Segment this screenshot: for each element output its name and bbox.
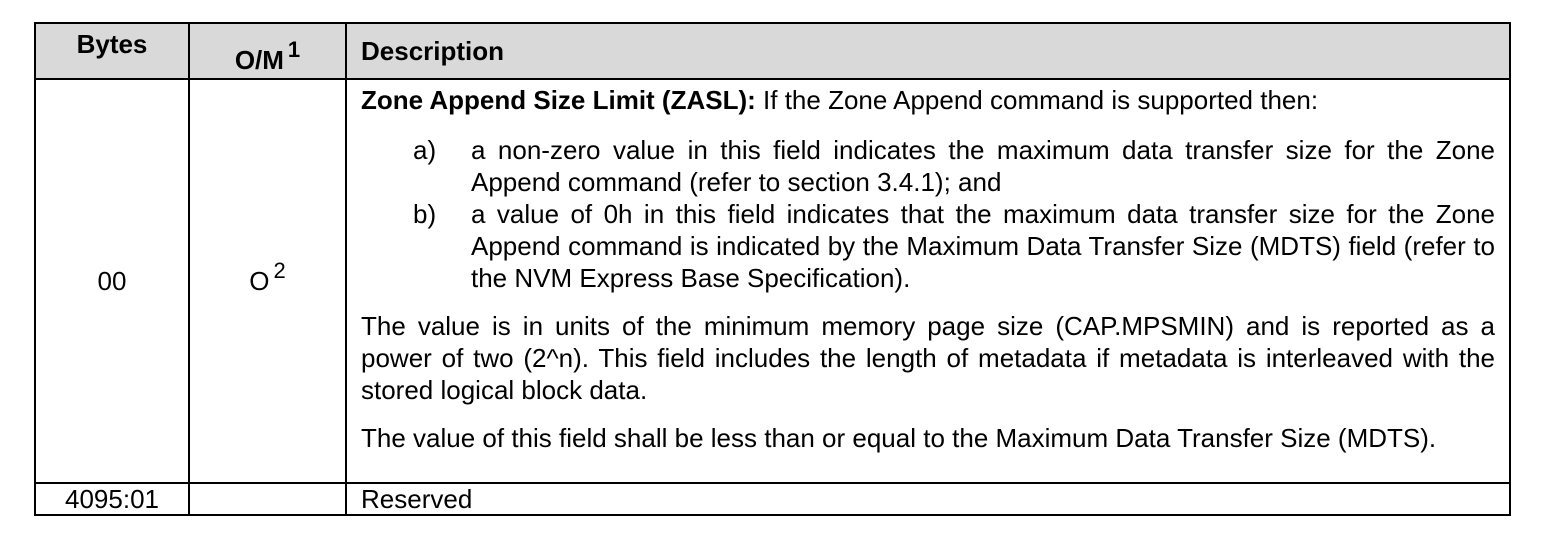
zns-identify-controller-table: [34, 22, 1511, 516]
list-item-marker: a): [413, 135, 437, 165]
header-description: Description: [346, 23, 1510, 79]
row-description-cell: Reserved: [346, 483, 1510, 515]
table-row: [35, 483, 1510, 515]
table-row: [35, 79, 1510, 483]
header-bytes: Bytes: [35, 23, 189, 79]
header-om: [189, 23, 346, 79]
list-item: [413, 134, 1495, 198]
row-om-value: O: [249, 266, 270, 296]
list-item-text: a value of 0h in this field indicates that the maximum data transfer size for the Zone Append command is indicated by the Maximum Data Transfer Size (MDTS) field (refer to the NVM Express Base Specification).: [471, 199, 1495, 293]
row-om-cell: [189, 79, 346, 483]
header-om-label: O/M: [234, 45, 284, 75]
zasl-intro-paragraph: [361, 84, 1495, 116]
row-description-cell: [346, 79, 1510, 483]
row-bytes-cell: 00: [35, 79, 189, 483]
row-om-cell: [189, 483, 346, 515]
row-om-footnote: 2: [273, 258, 286, 283]
table-header-row: [35, 23, 1510, 79]
list-item-marker: b): [413, 199, 437, 229]
condition-list: [361, 134, 1495, 294]
limit-paragraph: The value of this field shall be less than or equal to the Maximum Data Transfer Size (MDTS).: [361, 423, 1437, 453]
list-item-text: a non-zero value in this field indicates the maximum data transfer size for the Zone Append command (refer to section 3.4.1); and: [471, 135, 1495, 197]
row-bytes-cell: 4095:01: [35, 483, 189, 515]
field-intro: If the Zone Append command is supported then:: [763, 85, 1319, 115]
list-item: [413, 198, 1495, 294]
units-paragraph: The value is in units of the minimum memory page size (CAP.MPSMIN) and is reported as a power of two (2^n). This field includes the length of metadata if metadata is interleaved with the stored logical block data.: [361, 311, 1495, 405]
header-om-footnote: 1: [287, 37, 301, 62]
field-name: Zone Append Size Limit (ZASL):: [361, 85, 756, 115]
